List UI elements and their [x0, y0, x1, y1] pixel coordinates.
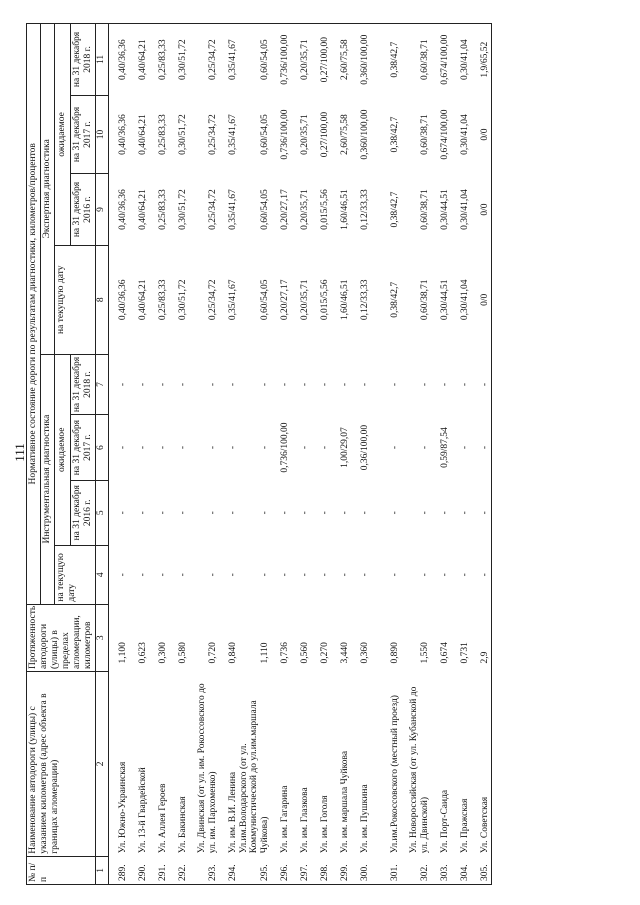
col-number: 10 — [95, 95, 108, 173]
road-length: 2,9 — [471, 604, 492, 671]
instr-2018: - — [340, 382, 351, 387]
road-name: Ул. Аллея Героев — [157, 783, 168, 854]
instr-2018: - — [420, 382, 431, 387]
road-name: Ул. Порт-Саида — [440, 789, 451, 854]
col-number: 7 — [95, 354, 108, 415]
exp-current: 0,30/51,72 — [177, 279, 188, 321]
header-instr-2017: на 31 декабря 2017 г. — [70, 415, 95, 480]
instr-2017: - — [460, 445, 471, 450]
exp-2018: 0,38/42,7 — [371, 24, 401, 96]
road-name: Ул. 13-й Гвардейской — [137, 767, 148, 854]
exp-2016: 0,30/51,72 — [177, 189, 188, 230]
header-name: Наименование автодороги (улицы) с указанием километров (адрес объекта в границах агломерации) — [27, 671, 96, 856]
table-row — [271, 24, 291, 885]
instr-2016: - — [300, 511, 311, 515]
exp-2017: 0,360/100,00 — [360, 109, 371, 160]
row-number: 296. — [271, 856, 291, 884]
exp-2016: 0/0 — [471, 174, 492, 246]
header-exp-2016: на 31 декабря 2016 г. — [70, 174, 95, 246]
col-number: 4 — [95, 545, 108, 604]
exp-current: 0,30/41,04 — [460, 279, 471, 321]
instr-2018: - — [360, 382, 371, 387]
exp-2017: 0,40/64,21 — [137, 114, 148, 155]
exp-2018: 0,674/100,00 — [431, 24, 451, 96]
table-row — [108, 24, 129, 885]
instr-2018: - — [207, 382, 218, 387]
col-number: 5 — [95, 480, 108, 545]
road-name: Ул. Бакинская — [177, 796, 188, 854]
table-row — [149, 24, 169, 885]
instr-2018: - — [320, 382, 331, 387]
road-name: Ул.им.Рокоссовского (местный проезд) — [390, 695, 401, 854]
exp-2017: 0,20/35,71 — [300, 114, 311, 155]
instr-current: - — [117, 573, 128, 577]
exp-2017: 0,60/54,05 — [260, 114, 271, 155]
row-number: 299. — [331, 856, 351, 884]
instr-2017: 1,00/29,07 — [340, 427, 351, 468]
instr-2017: - — [207, 445, 218, 450]
exp-2018: 0,30/41,04 — [451, 24, 471, 96]
exp-2017: 0,674/100,00 — [440, 109, 451, 160]
header-current-date-exp: на текущую дату — [54, 245, 95, 354]
instr-2018: - — [227, 382, 238, 387]
road-length: 0,731 — [460, 642, 471, 664]
instr-2017: - — [117, 445, 128, 450]
instr-2016: - — [260, 511, 271, 515]
exp-2016: 0,30/41,04 — [460, 189, 471, 230]
exp-2016: 0,20/35,71 — [300, 189, 311, 230]
instr-current: - — [137, 573, 148, 577]
exp-current: 0,015/5,56 — [320, 279, 331, 321]
instr-2018: - — [390, 382, 401, 387]
instr-current: - — [360, 573, 371, 577]
instr-2016: - — [157, 511, 168, 515]
table-body — [108, 24, 492, 885]
exp-2018: 1,9/65,52 — [471, 24, 492, 96]
instr-2017: 0,736/100,00 — [280, 422, 291, 473]
instr-2018: - — [300, 382, 311, 387]
exp-current: 0,12/33,33 — [360, 279, 371, 321]
col-number: 2 — [95, 671, 108, 856]
instr-current: - — [157, 573, 168, 577]
exp-2018: 0,20/35,71 — [291, 24, 311, 96]
exp-2016: 1,60/46,51 — [340, 189, 351, 230]
road-length: 0,890 — [390, 642, 401, 664]
table-row — [371, 24, 401, 885]
instr-current: - — [260, 573, 271, 577]
header-expert: Экспертная диагностика — [40, 24, 54, 355]
table-row — [401, 24, 431, 885]
exp-current: 1,60/46,51 — [340, 279, 351, 321]
road-length: 1,100 — [117, 642, 128, 664]
col-number: 9 — [95, 174, 108, 246]
instr-2018: - — [280, 382, 291, 387]
instr-2018: - — [157, 382, 168, 387]
exp-2018: 0,35/41,67 — [219, 24, 239, 96]
row-number: 294. — [219, 856, 239, 884]
exp-current: 0,60/54,05 — [260, 279, 271, 321]
instr-current: - — [340, 573, 351, 577]
exp-2017: 0,38/42,7 — [390, 116, 401, 153]
exp-2016: 0,40/64,21 — [137, 189, 148, 230]
road-name: Ул. Двинская (от ул. им. Рокоссовского до ул. им. Пархоменко) — [196, 683, 218, 854]
instr-current: - — [320, 573, 331, 577]
row-number: 304. — [451, 856, 471, 884]
row-number: 301. — [371, 856, 401, 884]
header-instr-2018: на 31 декабря 2018 г. — [70, 354, 95, 415]
instr-2017: - — [300, 445, 311, 450]
exp-current: 0,30/44,51 — [440, 279, 451, 321]
table-row — [351, 24, 371, 885]
exp-2017: 0,25/34,72 — [207, 114, 218, 155]
instr-2017: - — [420, 445, 431, 450]
row-number: 290. — [129, 856, 149, 884]
exp-2017: 0,30/41,04 — [460, 114, 471, 155]
road-name: Ул. им. Гоголя — [320, 795, 331, 854]
road-length: 0,736 — [280, 642, 291, 664]
instr-2016: - — [320, 511, 331, 515]
road-length: 1,110 — [260, 642, 271, 664]
exp-2018: 0,27/100,00 — [311, 24, 331, 96]
road-length: 3,440 — [340, 642, 351, 664]
road-name: Ул. им. Глазкова — [300, 787, 311, 854]
header-expected-exp: ожидаемое — [54, 24, 70, 246]
instr-2016: - — [440, 511, 451, 515]
exp-2018: 0,25/83,33 — [149, 24, 169, 96]
table-row — [169, 24, 189, 885]
instr-2017: 0,36/100,00 — [360, 424, 371, 471]
exp-2018: 0,40/36,36 — [108, 24, 129, 96]
instr-current: - — [280, 573, 291, 577]
exp-2018: 2,60/75,58 — [331, 24, 351, 96]
table-row — [311, 24, 331, 885]
header-num: № п/п — [27, 856, 96, 884]
instr-2017: - — [390, 445, 401, 450]
road-name: Ул.им.Володарского (от ул. Коммунистической до ул.им.маршала Чуйкова) — [238, 700, 271, 854]
row-number: 297. — [291, 856, 311, 884]
exp-2016: 0,60/54,05 — [260, 189, 271, 230]
instr-current: - — [440, 573, 451, 577]
row-number: 298. — [311, 856, 331, 884]
exp-2018: 0,25/34,72 — [189, 24, 219, 96]
instr-2016: - — [471, 480, 492, 545]
col-number: 6 — [95, 415, 108, 480]
instr-2016: - — [420, 511, 431, 515]
instr-current: - — [177, 573, 188, 577]
exp-current: 0,38/42,7 — [390, 281, 401, 318]
instr-current: - — [460, 573, 471, 577]
exp-2016: 0,38/42,7 — [390, 191, 401, 228]
instr-2018: - — [471, 354, 492, 415]
col-number: 11 — [95, 24, 108, 96]
road-name: Ул. Пражская — [460, 798, 471, 854]
table-row — [239, 24, 272, 885]
exp-2016: 0,25/34,72 — [207, 189, 218, 230]
instr-2016: - — [390, 511, 401, 515]
row-number: 291. — [149, 856, 169, 884]
instr-2017: 0,59/87,54 — [440, 427, 451, 468]
instr-2016: - — [137, 511, 148, 515]
instr-2016: - — [117, 511, 128, 515]
exp-2016: 0,30/44,51 — [440, 189, 451, 230]
instr-current: - — [207, 573, 218, 577]
header-instr-2016: на 31 декабря 2016 г. — [70, 480, 95, 545]
exp-2016: 0,015/5,56 — [320, 189, 331, 230]
instr-2016: - — [227, 511, 238, 515]
road-name: Ул. им. Гагарина — [280, 785, 291, 854]
exp-2017: 0,30/51,72 — [177, 114, 188, 155]
road-length: 0,270 — [320, 642, 331, 664]
road-length: 1,550 — [420, 642, 431, 664]
road-name: Ул. им. В.И. Ленина — [227, 771, 238, 854]
table-row — [189, 24, 219, 885]
page-number: 111 — [12, 443, 27, 462]
col-number: 8 — [95, 245, 108, 354]
header-instrumental: Инструментальная диагностика — [40, 354, 54, 604]
table-row — [451, 24, 471, 885]
exp-2018: 0,736/100,00 — [271, 24, 291, 96]
exp-2016: 0,12/33,33 — [360, 189, 371, 230]
instr-2017: - — [471, 415, 492, 480]
instr-2016: - — [340, 511, 351, 515]
header-exp-2017: на 31 декабря 2017 г. — [70, 95, 95, 173]
col-number: 3 — [95, 604, 108, 671]
exp-current: 0,20/27,17 — [280, 279, 291, 321]
row-number: 292. — [169, 856, 189, 884]
exp-2017: 2,60/75,58 — [340, 114, 351, 155]
table-row — [219, 24, 239, 885]
instr-2018: - — [117, 382, 128, 387]
road-name: Ул. Южно-Украинская — [117, 761, 128, 854]
exp-2016: 0,20/27,17 — [280, 189, 291, 230]
column-numbers-row — [95, 24, 108, 885]
road-name: Ул. им. маршала Чуйкова — [340, 750, 351, 854]
exp-current: 0,40/64,21 — [137, 279, 148, 321]
road-length: 0,840 — [227, 642, 238, 664]
exp-current: 0,35/41,67 — [227, 279, 238, 321]
row-number: 293. — [189, 856, 219, 884]
road-length: 0,580 — [177, 642, 188, 664]
table-row — [129, 24, 149, 885]
road-name: Ул. Советская — [471, 671, 492, 856]
instr-current: - — [390, 573, 401, 577]
road-length: 0,300 — [157, 642, 168, 664]
instr-2016: - — [280, 511, 291, 515]
exp-current: 0,40/36,36 — [117, 279, 128, 321]
road-length: 0,360 — [360, 642, 371, 664]
instr-current: - — [300, 573, 311, 577]
road-length: 0,720 — [207, 642, 218, 664]
road-length: 0,623 — [137, 642, 148, 664]
instr-2016: - — [460, 511, 471, 515]
table-row — [331, 24, 351, 885]
instr-2017: - — [320, 445, 331, 450]
instr-2017: - — [137, 445, 148, 450]
table-row — [291, 24, 311, 885]
exp-current: 0,20/35,71 — [300, 279, 311, 321]
road-condition-table — [26, 23, 492, 885]
exp-2017: 0,27/100,00 — [320, 111, 331, 158]
table-header — [27, 24, 109, 885]
exp-2016: 0,35/41,67 — [227, 189, 238, 230]
instr-current: - — [227, 573, 238, 577]
row-number: 300. — [351, 856, 371, 884]
exp-2017: 0/0 — [471, 95, 492, 173]
instr-2016: - — [207, 511, 218, 515]
road-length: 0,674 — [440, 642, 451, 664]
exp-2017: 0,40/36,36 — [117, 114, 128, 155]
instr-2016: - — [177, 511, 188, 515]
row-number: 302. — [401, 856, 431, 884]
instr-2018: - — [137, 382, 148, 387]
instr-2017: - — [227, 445, 238, 450]
instr-current: - — [471, 545, 492, 604]
header-length: Протяженность автодороги (улицы) в пределах агломерации, километров — [27, 604, 96, 671]
exp-current: 0,25/83,33 — [157, 279, 168, 321]
instr-current: - — [420, 573, 431, 577]
exp-current: 0,25/34,72 — [207, 279, 218, 321]
exp-2017: 0,736/100,00 — [280, 109, 291, 160]
header-expected-instr: ожидаемое — [54, 354, 70, 545]
exp-2017: 0,25/83,33 — [157, 114, 168, 155]
road-name: Ул. им. Пушкина — [360, 784, 371, 854]
instr-2016: - — [360, 511, 371, 515]
exp-2016: 0,40/36,36 — [117, 189, 128, 230]
row-number: 305. — [471, 856, 492, 884]
exp-current: 0,60/38,71 — [420, 279, 431, 321]
row-number: 303. — [431, 856, 451, 884]
road-name: Ул. Новороссийская (от ул. Кубанской до ул. Двинской) — [409, 686, 431, 854]
instr-2018: - — [177, 382, 188, 387]
instr-2017: - — [157, 445, 168, 450]
exp-2017: 0,35/41,67 — [227, 114, 238, 155]
exp-2018: 0,60/54,05 — [239, 24, 272, 96]
header-normative: Нормативное состояние дороги по результатам диагностики, километров/процентов — [27, 24, 41, 605]
row-number: 289. — [108, 856, 129, 884]
instr-2017: - — [177, 445, 188, 450]
exp-2016: 0,25/83,33 — [157, 189, 168, 230]
exp-2017: 0,60/38,71 — [420, 114, 431, 155]
exp-2018: 0,60/38,71 — [401, 24, 431, 96]
row-number: 295. — [239, 856, 272, 884]
instr-2018: - — [260, 382, 271, 387]
col-number: 1 — [95, 856, 108, 884]
road-length: 0,560 — [300, 642, 311, 664]
instr-2017: - — [260, 445, 271, 450]
exp-current: 0/0 — [471, 245, 492, 354]
header-current-date-instr: на текущую дату — [54, 545, 95, 604]
exp-2018: 0,30/51,72 — [169, 24, 189, 96]
instr-2018: - — [440, 382, 451, 387]
instr-2018: - — [460, 382, 471, 387]
exp-2018: 0,40/64,21 — [129, 24, 149, 96]
exp-2016: 0,60/38,71 — [420, 189, 431, 230]
exp-2018: 0,360/100,00 — [351, 24, 371, 96]
table-row — [471, 24, 492, 885]
header-exp-2018: на 31 декабря 2018 г. — [70, 24, 95, 96]
table-row — [431, 24, 451, 885]
